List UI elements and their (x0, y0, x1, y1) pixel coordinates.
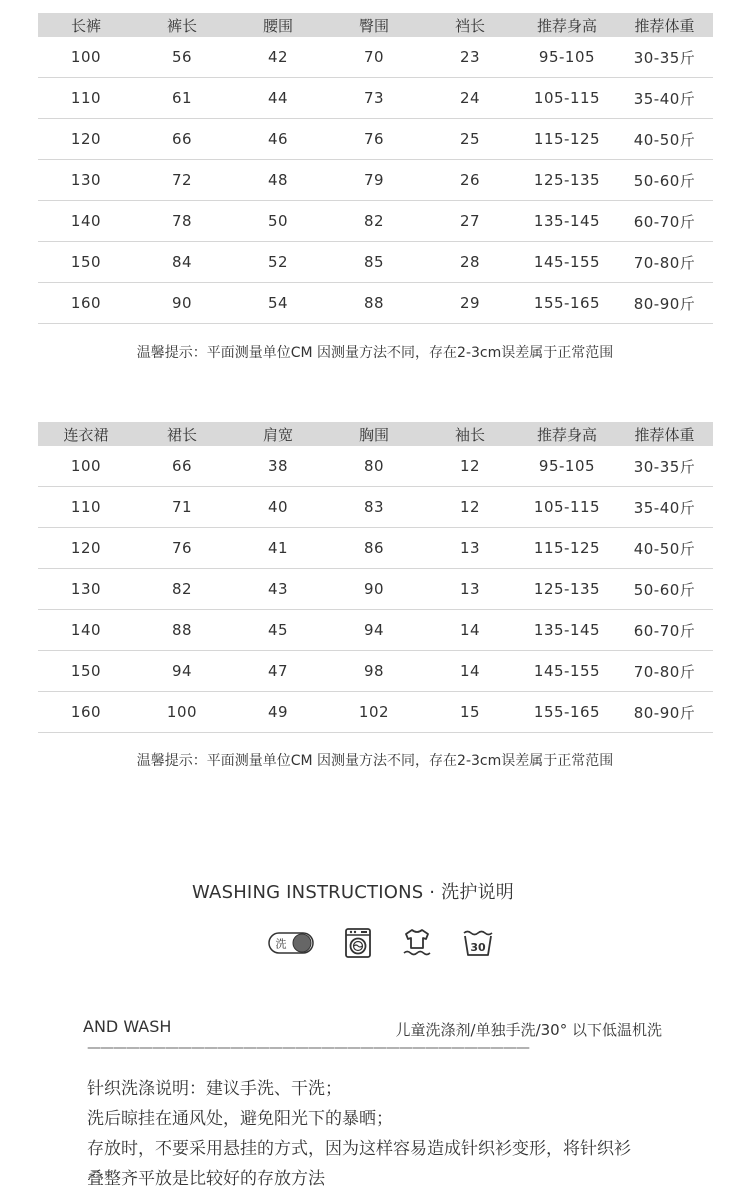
table-cell: 80-90斤 (616, 692, 713, 733)
table-cell: 52 (230, 242, 326, 283)
table-row (38, 242, 713, 283)
table-cell: 46 (230, 119, 326, 160)
header-cell: 推荐身高 (518, 13, 616, 37)
table-cell: 100 (134, 692, 230, 733)
table-cell: 90 (134, 283, 230, 324)
table-cell: 86 (326, 528, 422, 569)
table-cell: 88 (134, 610, 230, 651)
table-header-row (38, 13, 713, 37)
hand-wash-label: AND WASH (83, 1017, 172, 1036)
care-line: 针织洗涤说明：建议手洗、干洗； (87, 1079, 342, 1099)
table-cell: 125-135 (518, 569, 616, 610)
table-row (38, 446, 713, 487)
table-cell: 72 (134, 160, 230, 201)
table-cell: 50 (230, 201, 326, 242)
table-cell: 40-50斤 (616, 528, 713, 569)
table-cell: 78 (134, 201, 230, 242)
detergent-label: 儿童洗涤剂/单独手洗/30° 以下低温机洗 (395, 1021, 662, 1039)
table-cell: 115-125 (518, 119, 616, 160)
table-cell: 160 (38, 692, 134, 733)
table-row (38, 487, 713, 528)
table-cell: 125-135 (518, 160, 616, 201)
table-cell: 100 (38, 37, 134, 78)
dashed-divider: —————————————————————————————————— (87, 1040, 529, 1056)
table-row (38, 37, 713, 78)
table-cell: 150 (38, 651, 134, 692)
table-cell: 110 (38, 487, 134, 528)
table-row (38, 569, 713, 610)
table-cell: 79 (326, 160, 422, 201)
table-cell: 27 (422, 201, 518, 242)
table-cell: 24 (422, 78, 518, 119)
table-cell: 155-165 (518, 692, 616, 733)
table-cell: 95-105 (518, 37, 616, 78)
table-cell: 45 (230, 610, 326, 651)
table-cell: 100 (38, 446, 134, 487)
wash-30-icon (462, 928, 494, 958)
header-cell: 长裤 (38, 13, 134, 37)
table-cell: 80 (326, 446, 422, 487)
table-cell: 76 (134, 528, 230, 569)
care-icons-row (268, 925, 524, 961)
measurement-tip: 温馨提示：平面测量单位CM 因测量方法不同，存在2-3cm误差属于正常范围 (136, 345, 614, 361)
table-cell: 25 (422, 119, 518, 160)
table-cell: 94 (326, 610, 422, 651)
table-cell: 80-90斤 (616, 283, 713, 324)
table-cell: 66 (134, 119, 230, 160)
table-row (38, 528, 713, 569)
table-cell: 130 (38, 569, 134, 610)
table-cell: 130 (38, 160, 134, 201)
header-cell: 推荐体重 (616, 13, 713, 37)
table-cell: 26 (422, 160, 518, 201)
table-cell: 66 (134, 446, 230, 487)
table-cell: 40-50斤 (616, 119, 713, 160)
table-cell: 60-70斤 (616, 610, 713, 651)
table-cell: 155-165 (518, 283, 616, 324)
table-cell: 88 (326, 283, 422, 324)
table-row (38, 610, 713, 651)
table-row (38, 119, 713, 160)
table-cell: 54 (230, 283, 326, 324)
table-cell: 43 (230, 569, 326, 610)
table-row (38, 78, 713, 119)
table-cell: 102 (326, 692, 422, 733)
table-cell: 14 (422, 610, 518, 651)
table-cell: 60-70斤 (616, 201, 713, 242)
table-cell: 28 (422, 242, 518, 283)
table-cell: 42 (230, 37, 326, 78)
header-cell: 连衣裙 (38, 422, 134, 446)
dress-size-table (38, 422, 713, 733)
table-cell: 120 (38, 119, 134, 160)
table-cell: 105-115 (518, 487, 616, 528)
table-cell: 71 (134, 487, 230, 528)
table-cell: 105-115 (518, 78, 616, 119)
hand-wash-shirt-icon (402, 927, 432, 959)
care-line: 存放时，不要采用悬挂的方式，因为这样容易造成针织衫变形，将针织衫 (87, 1139, 631, 1159)
table-cell: 76 (326, 119, 422, 160)
table-cell: 145-155 (518, 242, 616, 283)
table-cell: 160 (38, 283, 134, 324)
header-cell: 推荐身高 (518, 422, 616, 446)
table-cell: 44 (230, 78, 326, 119)
table-cell: 49 (230, 692, 326, 733)
table-cell: 50-60斤 (616, 160, 713, 201)
table-cell: 35-40斤 (616, 78, 713, 119)
table-cell: 73 (326, 78, 422, 119)
table-cell: 135-145 (518, 610, 616, 651)
table-cell: 95-105 (518, 446, 616, 487)
table-cell: 150 (38, 242, 134, 283)
table-header-row (38, 422, 713, 446)
table-cell: 30-35斤 (616, 446, 713, 487)
pants-size-table (38, 13, 713, 324)
table-cell: 145-155 (518, 651, 616, 692)
toggle-label: 洗 (275, 937, 287, 951)
table-cell: 110 (38, 78, 134, 119)
table-cell: 94 (134, 651, 230, 692)
table-cell: 84 (134, 242, 230, 283)
table-cell: 13 (422, 528, 518, 569)
table-cell: 35-40斤 (616, 487, 713, 528)
table-cell: 90 (326, 569, 422, 610)
care-instructions-text (87, 1074, 677, 1194)
header-cell: 裆长 (422, 13, 518, 37)
header-cell: 裤长 (134, 13, 230, 37)
table-row (38, 160, 713, 201)
header-cell: 推荐体重 (616, 422, 713, 446)
header-cell: 臀围 (326, 13, 422, 37)
table-cell: 70 (326, 37, 422, 78)
table-cell: 82 (326, 201, 422, 242)
table-cell: 70-80斤 (616, 242, 713, 283)
table-cell: 12 (422, 446, 518, 487)
table-row (38, 692, 713, 733)
table-cell: 41 (230, 528, 326, 569)
table-cell: 135-145 (518, 201, 616, 242)
table-cell: 48 (230, 160, 326, 201)
header-cell: 袖长 (422, 422, 518, 446)
table-cell: 13 (422, 569, 518, 610)
measurement-tip: 温馨提示：平面测量单位CM 因测量方法不同，存在2-3cm误差属于正常范围 (136, 753, 614, 769)
table-cell: 83 (326, 487, 422, 528)
header-cell: 胸围 (326, 422, 422, 446)
table-cell: 115-125 (518, 528, 616, 569)
washing-instructions-title: WASHING INSTRUCTIONS · 洗护说明 (192, 882, 514, 903)
table-cell: 85 (326, 242, 422, 283)
table-cell: 29 (422, 283, 518, 324)
table-cell: 140 (38, 201, 134, 242)
care-line: 叠整齐平放是比较好的存放方法 (87, 1169, 325, 1189)
table-cell: 47 (230, 651, 326, 692)
table-cell: 61 (134, 78, 230, 119)
hand-wash-toggle-icon (268, 931, 314, 955)
table-cell: 120 (38, 528, 134, 569)
table-cell: 50-60斤 (616, 569, 713, 610)
table-cell: 70-80斤 (616, 651, 713, 692)
table-row (38, 651, 713, 692)
table-cell: 30-35斤 (616, 37, 713, 78)
table-cell: 15 (422, 692, 518, 733)
washing-machine-icon (344, 927, 372, 959)
table-row (38, 201, 713, 242)
table-cell: 12 (422, 487, 518, 528)
table-cell: 98 (326, 651, 422, 692)
table-cell: 82 (134, 569, 230, 610)
care-line: 洗后晾挂在通风处，避免阳光下的暴晒； (87, 1109, 393, 1129)
table-row (38, 283, 713, 324)
wash-temperature: 30 (470, 941, 486, 954)
header-cell: 裙长 (134, 422, 230, 446)
header-cell: 腰围 (230, 13, 326, 37)
table-cell: 23 (422, 37, 518, 78)
table-cell: 40 (230, 487, 326, 528)
table-cell: 14 (422, 651, 518, 692)
table-cell: 140 (38, 610, 134, 651)
header-cell: 肩宽 (230, 422, 326, 446)
table-cell: 38 (230, 446, 326, 487)
table-cell: 56 (134, 37, 230, 78)
